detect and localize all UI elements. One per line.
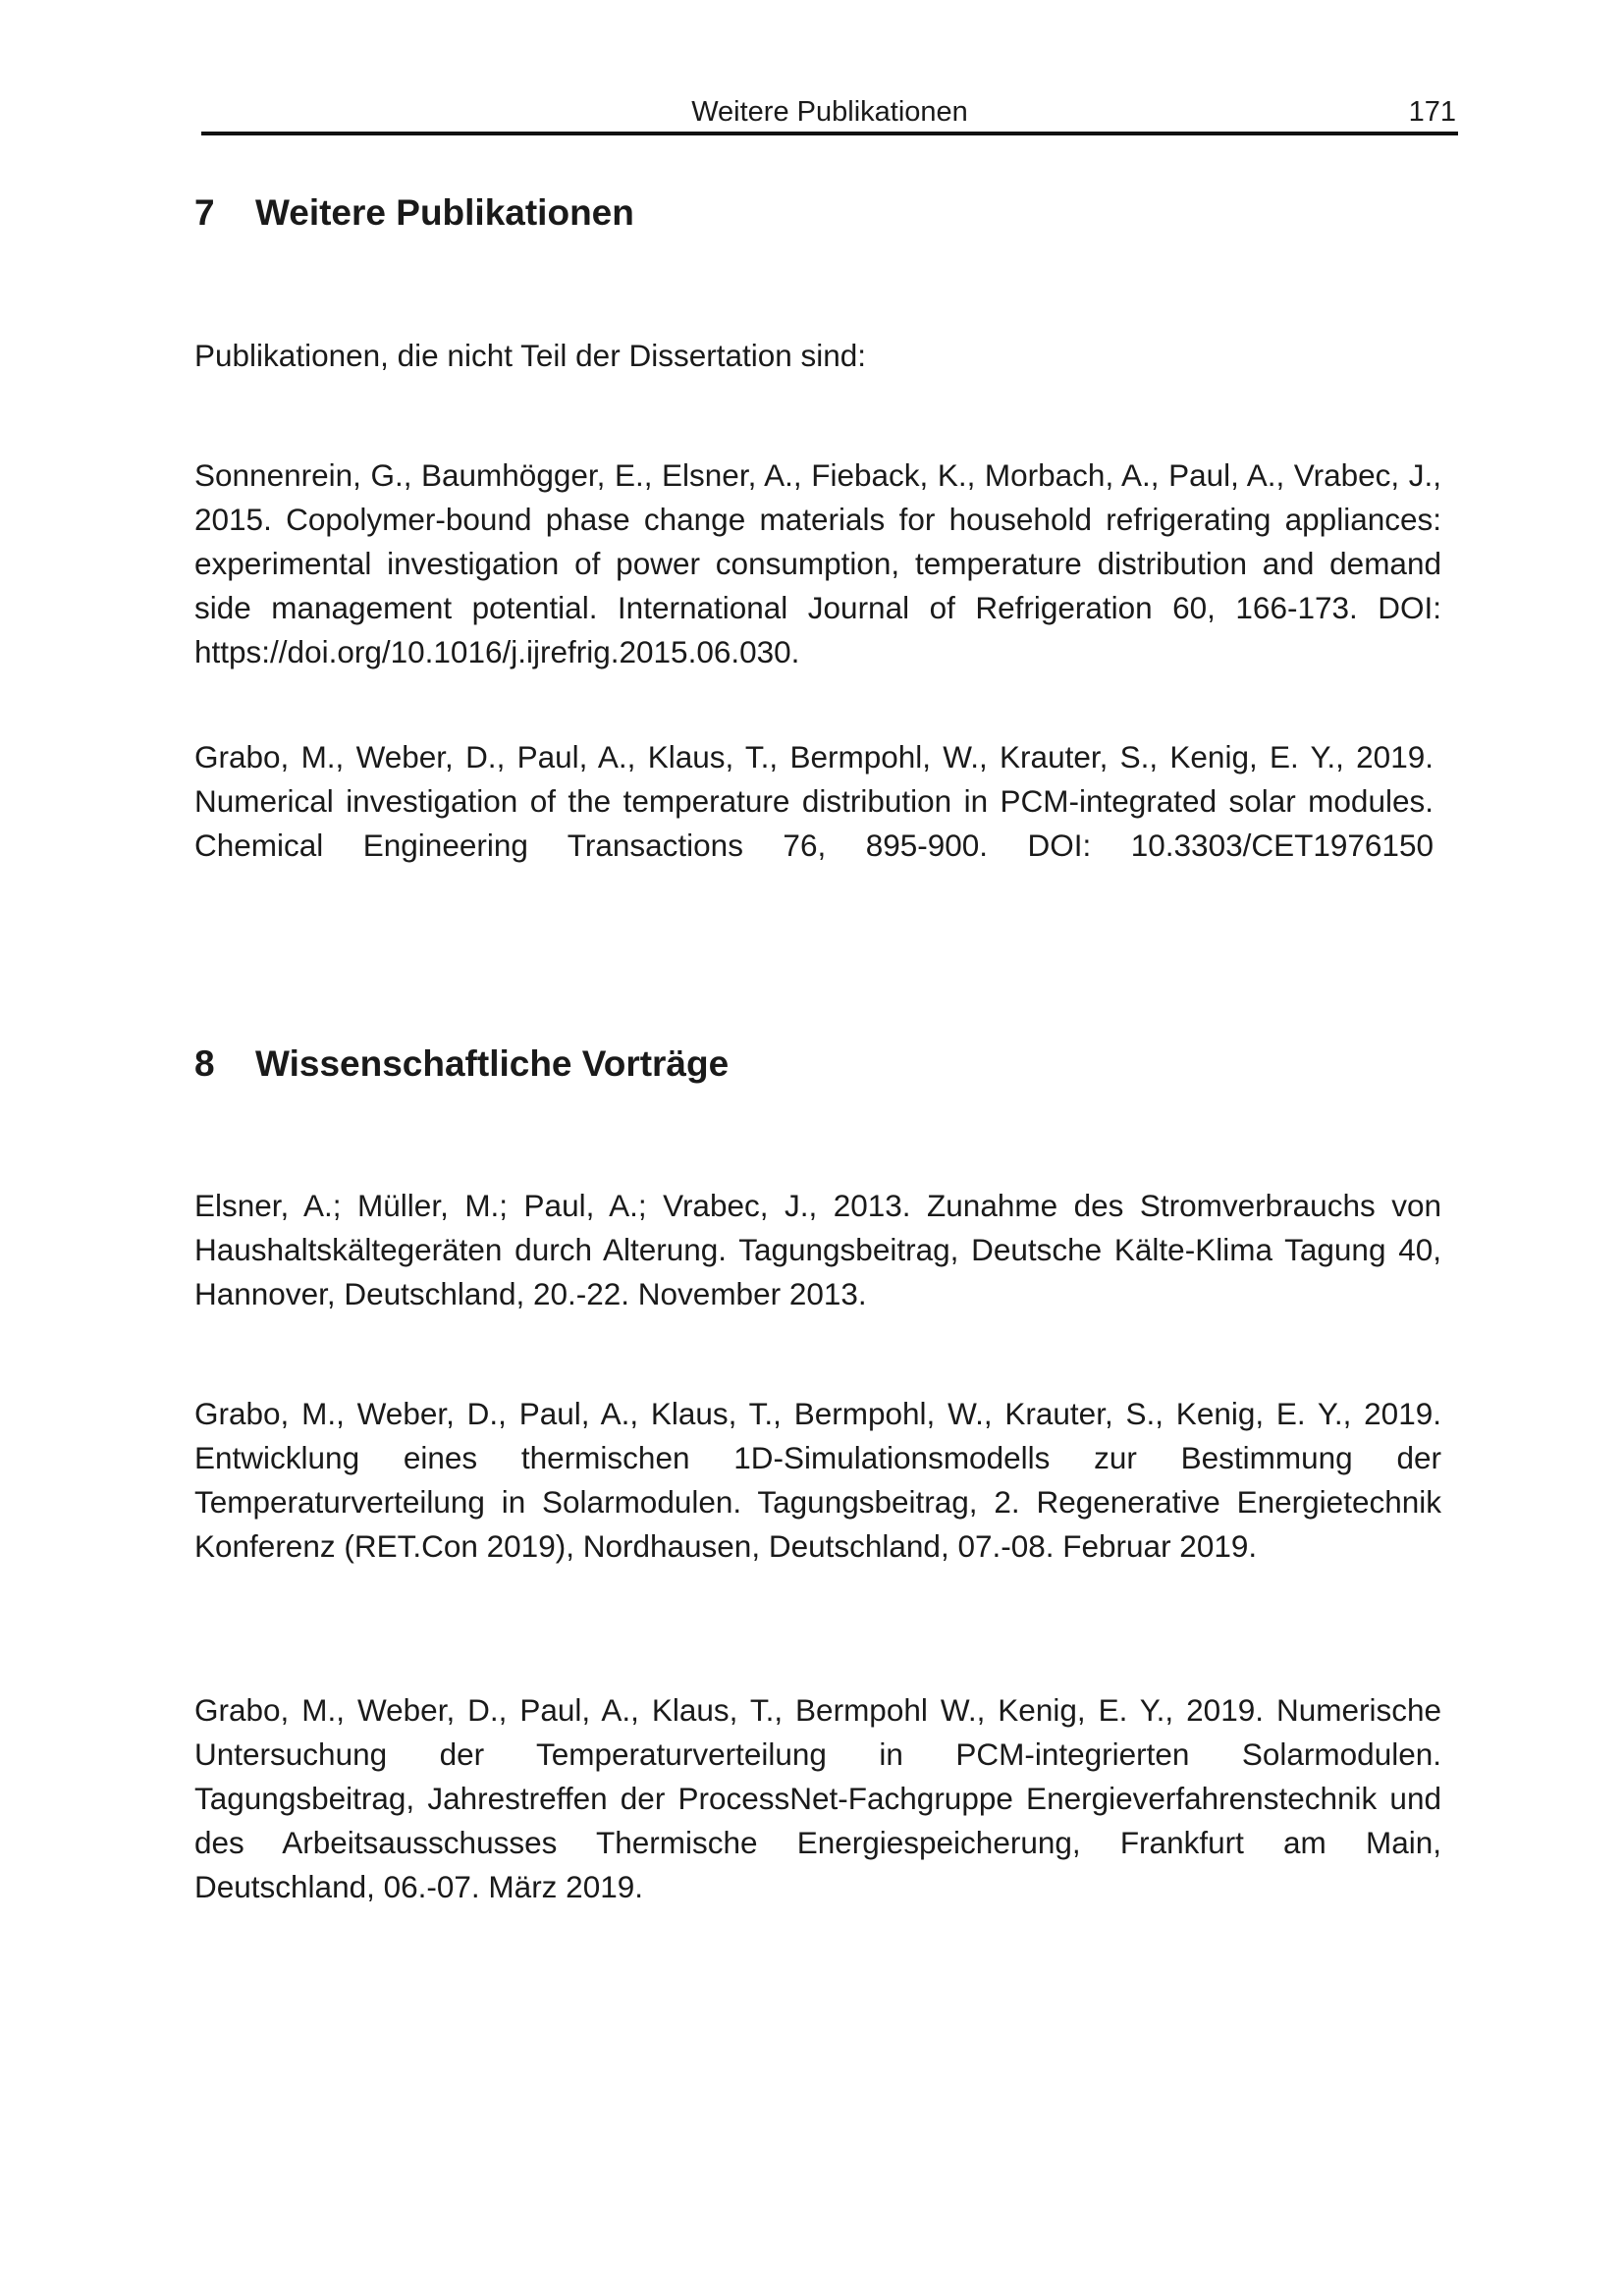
section-title: Wissenschaftliche Vorträge xyxy=(255,1043,730,1084)
publication-entry: Grabo, M., Weber, D., Paul, A., Klaus, T., Bermpohl, W., Krauter, S., Kenig, E. Y., 2019. Numerical investigation of the temperature distribution in PCM-integrated solar modules. Chemical Engineering Transactions 76, 895-900. DOI: 10.3303/CET1976150 xyxy=(194,739,1434,863)
section-heading-talks xyxy=(194,1043,729,1085)
section-title: Weitere Publikationen xyxy=(255,192,634,233)
talk-entry: Grabo, M., Weber, D., Paul, A., Klaus, T., Bermpohl, W., Krauter, S., Kenig, E. Y., 2019. Entwicklung eines thermischen 1D-Simulationsmodells zur Bestimmung der Temperaturverteilung in Solarmodulen. Tagungsbeitrag, 2. Regenerative Energietechnik Konferenz (RET.Con 2019), Nordhausen, Deutschland, 07.-08. Februar 2019. xyxy=(194,1396,1441,1564)
talk-entry: Grabo, M., Weber, D., Paul, A., Klaus, T., Bermpohl W., Kenig, E. Y., 2019. Numerische Untersuchung der Temperaturverteilung in PCM-integrierten Solarmodulen. Tagungsbeitrag, Jahrestreffen der ProcessNet-Fachgruppe Energieverfahrenstechnik und des Arbeitsausschusses Thermische Energiespeicherung, Frankfurt am Main, Deutschland, 06.-07. März 2019. xyxy=(194,1692,1441,1904)
section-heading-publications xyxy=(194,192,634,234)
section-number: 8 xyxy=(194,1043,215,1084)
publication-entry: Sonnenrein, G., Baumhögger, E., Elsner, A., Fieback, K., Morbach, A., Paul, A., Vrabec, J., 2015. Copolymer-bound phase change materials for household refrigerating appliances: experimental investigation of power consumption, temperature distribution and demand side management potential. International Journal of Refrigeration 60, 166-173. DOI: https://doi.org/10.1016/j.ijrefrig.2015.06.030. xyxy=(194,457,1441,669)
section-intro: Publikationen, die nicht Teil der Dissertation sind: xyxy=(194,338,867,373)
running-title: Weitere Publikationen xyxy=(691,96,968,128)
page-number: 171 xyxy=(1408,96,1456,128)
section-number: 7 xyxy=(194,192,215,233)
page-header xyxy=(201,92,1458,135)
talk-entry: Elsner, A.; Müller, M.; Paul, A.; Vrabec, J., 2013. Zunahme des Stromverbrauchs von Haushaltskältegeräten durch Alterung. Tagungsbeitrag, Deutsche Kälte-Klima Tagung 40, Hannover, Deutschland, 20.-22. November 2013. xyxy=(194,1188,1441,1311)
